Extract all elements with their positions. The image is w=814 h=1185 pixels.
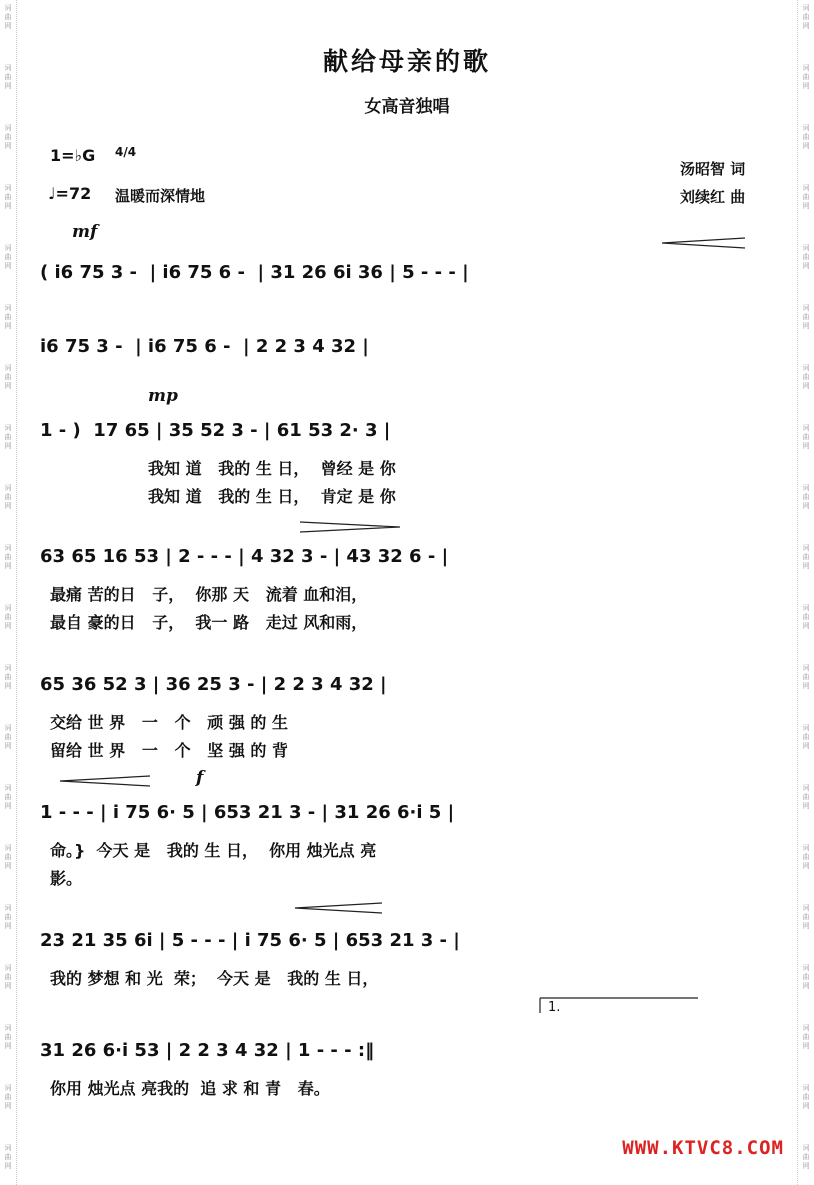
watermark-mark: 词 曲 网 [802, 544, 810, 570]
lyric-line-3a: 我知 道 我的 生 日， 曾经 是 你 [148, 459, 396, 478]
notation-line-6: 1 - - - | i 75 6· 5 | 653 21 3 - | 31 26 6·i 5 | [40, 802, 455, 823]
watermark-mark: 词 曲 网 [4, 1144, 12, 1170]
watermark-mark: 词 曲 网 [4, 1024, 12, 1050]
lyric-line-6a: 命。} 今天 是 我的 生 日， 你用 烛光点 亮 [50, 841, 377, 860]
volta-label: 1. [548, 1000, 561, 1015]
watermark-mark: 词 曲 网 [802, 244, 810, 270]
notation-line-4: 63 65 16 53 | 2 - - - | 4 32 3 - | 43 32 6 - | [40, 546, 449, 567]
watermark-mark: 词 曲 网 [4, 964, 12, 990]
watermark-mark: 词 曲 网 [802, 784, 810, 810]
watermark-mark: 词 曲 网 [4, 4, 12, 30]
lyric-line-6b: 影。 [50, 869, 83, 888]
notation-line-7: 23 21 35 6i | 5 - - - | i 75 6· 5 | 653 21 3 - | [40, 930, 460, 951]
watermark-mark: 词 曲 网 [802, 724, 810, 750]
notation-line-3: 1 - ) 17 65 | 35 52 3 - | 61 53 2· 3 | [40, 420, 391, 441]
watermark-mark: 词 曲 网 [802, 844, 810, 870]
watermark-mark: 词 曲 网 [802, 1144, 810, 1170]
lyric-line-5b: 留给 世 界 一 个 坚 强 的 背 [50, 741, 288, 760]
watermark-mark: 词 曲 网 [4, 124, 12, 150]
lyric-line-8a: 你用 烛光点 亮我的 追 求 和 青 春。 [50, 1079, 330, 1098]
tempo-marking: ♩=72 [48, 184, 92, 203]
watermark-mark: 词 曲 网 [4, 904, 12, 930]
lyric-line-3b: 我知 道 我的 生 日， 肯定 是 你 [148, 487, 396, 506]
song-title: 献给母亲的歌 [322, 47, 491, 76]
watermark-mark: 词 曲 网 [4, 844, 12, 870]
watermark-mark: 词 曲 网 [802, 4, 810, 30]
watermark-mark: 词 曲 网 [4, 544, 12, 570]
watermark-mark: 词 曲 网 [4, 1084, 12, 1110]
dynamic-mf: mf [72, 222, 98, 242]
lyricist-credit: 汤昭智 词 [680, 160, 746, 178]
lyric-line-4b: 最自 豪的日 子， 我一 路 走过 风和雨， [50, 613, 368, 632]
watermark-mark: 词 曲 网 [802, 364, 810, 390]
notation-line-1: ( i6 75 3 - | i6 75 6 - | 31 26 6i 36 | 5 - - - | [40, 262, 469, 283]
watermark-mark: 词 曲 网 [4, 304, 12, 330]
watermark-mark: 词 曲 网 [4, 664, 12, 690]
watermark-mark: 词 曲 网 [4, 724, 12, 750]
time-signature: 4/4 [115, 145, 137, 159]
watermark-mark: 词 曲 网 [802, 1084, 810, 1110]
watermark-mark: 词 曲 网 [802, 904, 810, 930]
watermark-mark: 词 曲 网 [4, 424, 12, 450]
watermark-mark: 词 曲 网 [4, 604, 12, 630]
expression-marking: 温暖而深情地 [115, 187, 206, 205]
watermark-mark: 词 曲 网 [802, 304, 810, 330]
watermark-mark: 词 曲 网 [802, 184, 810, 210]
watermark-mark: 词 曲 网 [802, 604, 810, 630]
composer-credit: 刘续红 曲 [680, 188, 746, 206]
notation-line-5: 65 36 52 3 | 36 25 3 - | 2 2 3 4 32 | [40, 674, 387, 695]
watermark-mark: 词 曲 网 [4, 244, 12, 270]
key-signature: 1=♭G [50, 146, 96, 165]
notation-line-8: 31 26 6·i 53 | 2 2 3 4 32 | 1 - - - :‖ [40, 1040, 375, 1061]
site-logo: WWW.KTVC8.COM [622, 1137, 784, 1159]
dynamic-f: f [196, 768, 204, 788]
watermark-mark: 词 曲 网 [802, 64, 810, 90]
watermark-mark: 词 曲 网 [4, 364, 12, 390]
lyric-line-5a: 交给 世 界 一 个 顽 强 的 生 [50, 713, 288, 732]
watermark-mark: 词 曲 网 [4, 184, 12, 210]
dynamic-mp: mp [148, 386, 178, 406]
watermark-mark: 词 曲 网 [4, 64, 12, 90]
lyric-line-4a: 最痛 苦的日 子， 你那 天 流着 血和泪， [50, 585, 368, 604]
watermark-mark: 词 曲 网 [4, 784, 12, 810]
watermark-mark: 词 曲 网 [802, 1024, 810, 1050]
watermark-mark: 词 曲 网 [802, 664, 810, 690]
watermark-mark: 词 曲 网 [802, 424, 810, 450]
song-subtitle: 女高音独唱 [364, 97, 450, 117]
watermark-mark: 词 曲 网 [4, 484, 12, 510]
watermark-mark: 词 曲 网 [802, 124, 810, 150]
notation-line-2: i6 75 3 - | i6 75 6 - | 2 2 3 4 32 | [40, 336, 369, 357]
lyric-line-7a: 我的 梦想 和 光 荣； 今天 是 我的 生 日， [50, 969, 379, 988]
watermark-mark: 词 曲 网 [802, 964, 810, 990]
watermark-mark: 词 曲 网 [802, 484, 810, 510]
